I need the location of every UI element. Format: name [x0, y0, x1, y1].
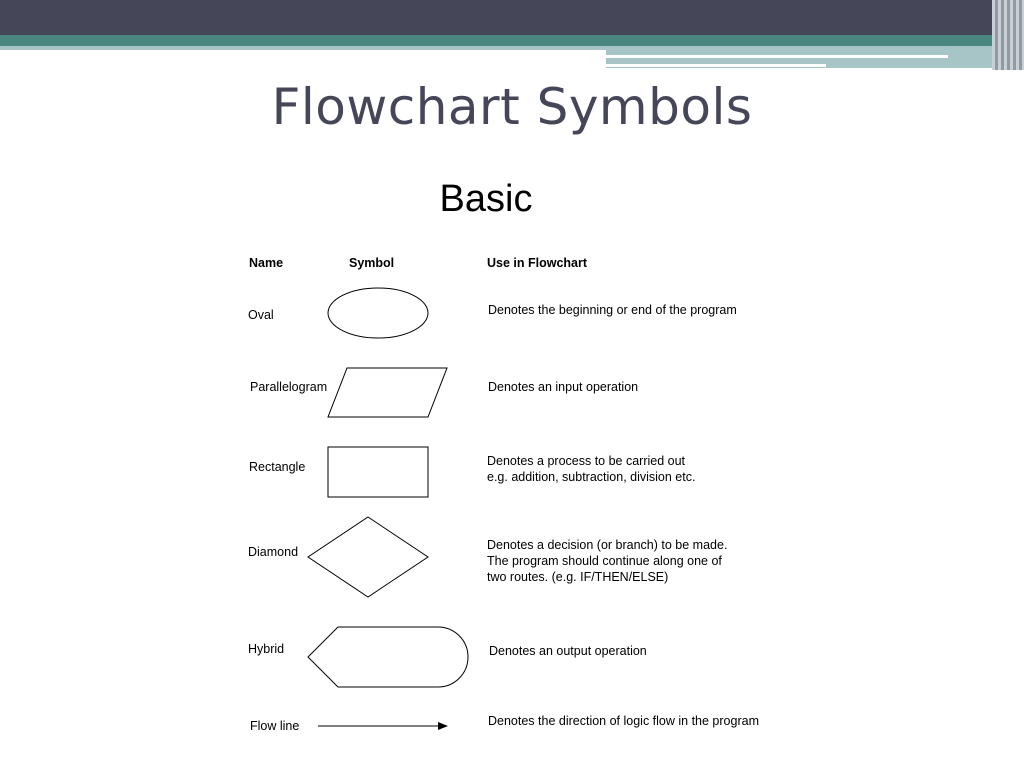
oval-symbol-icon [328, 288, 428, 338]
header-use: Use in Flowchart [487, 256, 588, 270]
row-name-hybrid: Hybrid [248, 642, 285, 656]
row-use-rectangle-line-1: Denotes a process to be carried out [487, 454, 686, 468]
row-use-oval: Denotes the beginning or end of the program [488, 303, 737, 317]
parallelogram-symbol-icon [328, 368, 447, 417]
row-use-rectangle-line-2: e.g. addition, subtraction, division etc. [487, 470, 696, 484]
slide-subtitle: Basic [439, 178, 533, 220]
header-symbol: Symbol [349, 256, 395, 270]
row-use-hybrid: Denotes an output operation [489, 644, 647, 658]
arrow-symbol-icon [318, 722, 448, 730]
row-use-parallelogram: Denotes an input operation [488, 380, 639, 394]
slide-title: Flowchart Symbols [271, 78, 753, 136]
row-use-flow-line: Denotes the direction of logic flow in the program [488, 714, 759, 728]
hybrid-symbol-icon [308, 627, 468, 687]
row-name-flow-line: Flow line [250, 719, 300, 733]
row-use-diamond-line-1: Denotes a decision (or branch) to be made. [487, 538, 728, 552]
row-name-parallelogram: Parallelogram [250, 380, 328, 394]
row-use-diamond-line-3: two routes. (e.g. IF/THEN/ELSE) [487, 570, 669, 584]
row-name-diamond: Diamond [248, 545, 299, 559]
row-use-diamond-line-2: The program should continue along one of [487, 554, 722, 568]
row-name-rectangle: Rectangle [249, 460, 306, 474]
diamond-symbol-icon [308, 517, 428, 597]
row-name-oval: Oval [248, 308, 274, 322]
rectangle-symbol-icon [328, 447, 428, 497]
header-name: Name [249, 256, 284, 270]
